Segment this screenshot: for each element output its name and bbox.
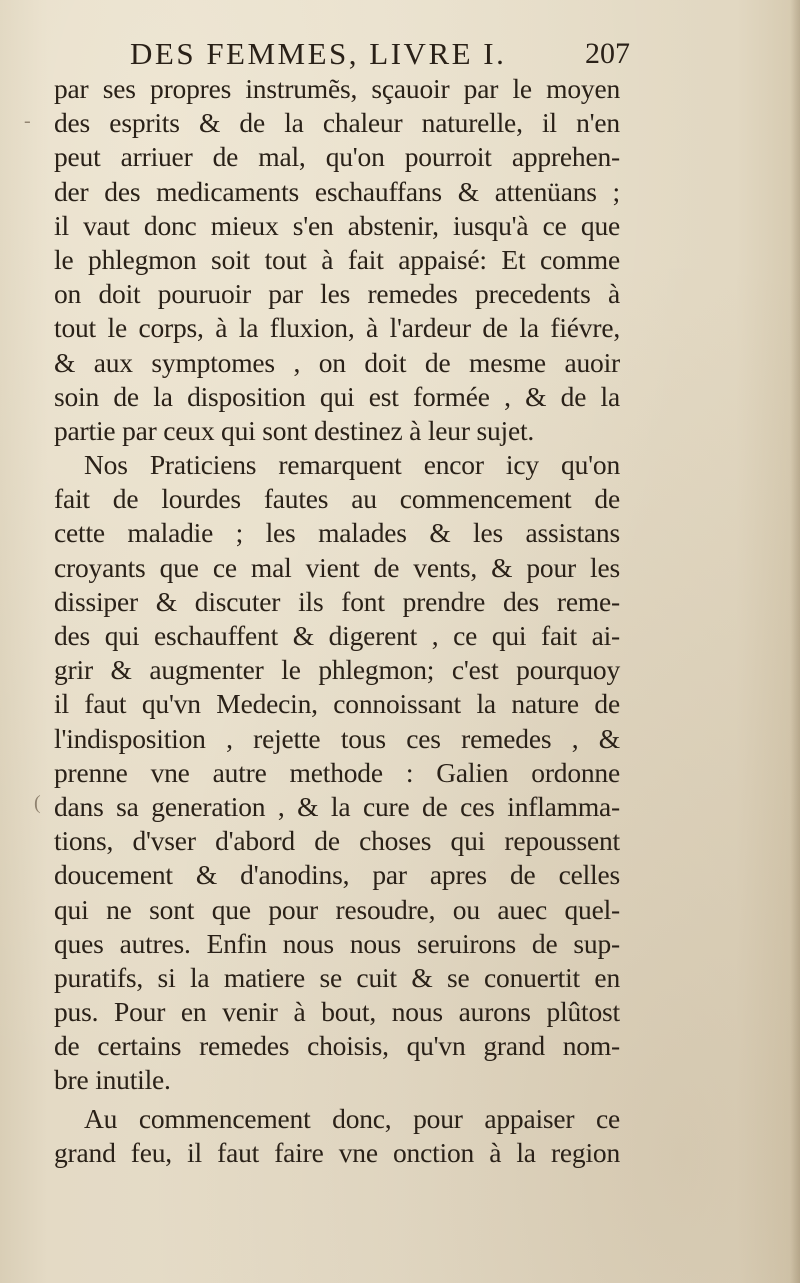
text-line: de certains remedes choisis, qu'vn grand nom- (54, 1030, 620, 1062)
text-line: il faut qu'vn Medecin, connoissant la nature de (54, 688, 620, 720)
text-line: ques autres. Enfin nous nous seruirons de sup- (54, 927, 620, 959)
text-line: soin de la disposition qui est formée , & de la (54, 380, 620, 412)
running-title: DES FEMMES, LIVRE I. (130, 36, 507, 71)
text-line: croyants que ce mal vient de vents, & pour les (54, 551, 620, 583)
text-line: doucement & d'anodins, par apres de celles (54, 859, 620, 891)
page-edge-shadow (790, 0, 800, 1283)
text-line: & aux symptomes , on doit de mesme auoir (54, 346, 620, 378)
text-line: on doit pouruoir par les remedes precedents à (54, 278, 620, 310)
text-line: dans sa generation , & la cure de ces inflamma- (54, 790, 620, 822)
margin-mark: - (24, 110, 31, 132)
body-text (54, 72, 620, 1170)
text-line: peut arriuer de mal, qu'on pourroit apprehen- (54, 141, 620, 173)
text-line: par ses propres instrumẽs, sçauoir par le moyen (54, 73, 620, 104)
text-line: l'indisposition , rejette tous ces remedes , & (54, 722, 620, 754)
text-line: des esprits & de la chaleur naturelle, il n'en (54, 107, 620, 139)
margin-mark: ( (34, 792, 41, 814)
text-line: tions, d'vser d'abord de choses qui repoussent (54, 825, 620, 857)
paragraph-end-line: bre inutile. (54, 1064, 171, 1096)
paragraph-end-line: partie par ceux qui sont destinez à leur sujet. (54, 414, 535, 446)
text-line: der des medicaments eschauffans & attenüans ; (54, 175, 620, 207)
text-line: le phlegmon soit tout à fait appaisé: Et comme (54, 243, 620, 275)
text-line: pus. Pour en venir à bout, nous aurons plûtost (54, 996, 620, 1028)
text-line: des qui eschauffent & digerent , ce qui fait ai- (54, 620, 620, 651)
text-line: grand feu, il faut faire vne onction à la region (54, 1136, 620, 1168)
text-line: qui ne sont que pour resoudre, ou auec quel- (54, 893, 620, 925)
text-line: dissiper & discuter ils font prendre des reme- (54, 585, 620, 617)
text-line: il vaut donc mieux s'en abstenir, iusqu'à ce que (54, 209, 620, 241)
paragraph-start-line: Au commencement donc, pour appaiser ce (84, 1102, 620, 1134)
paragraph-start-line: Nos Praticiens remarquent encor icy qu'on (84, 449, 620, 481)
text-line: prenne vne autre methode : Galien ordonne (54, 756, 620, 788)
text-line: fait de lourdes fautes au commencement de (54, 483, 620, 515)
text-line: grir & augmenter le phlegmon; c'est pourquoy (54, 654, 620, 686)
text-line: cette maladie ; les malades & les assistans (54, 517, 620, 549)
text-line: puratifs, si la matiere se cuit & se conuertit en (54, 961, 620, 993)
page-number: 207 (585, 37, 630, 70)
text-line: tout le corps, à la fluxion, à l'ardeur de la fiévre, (54, 312, 620, 344)
